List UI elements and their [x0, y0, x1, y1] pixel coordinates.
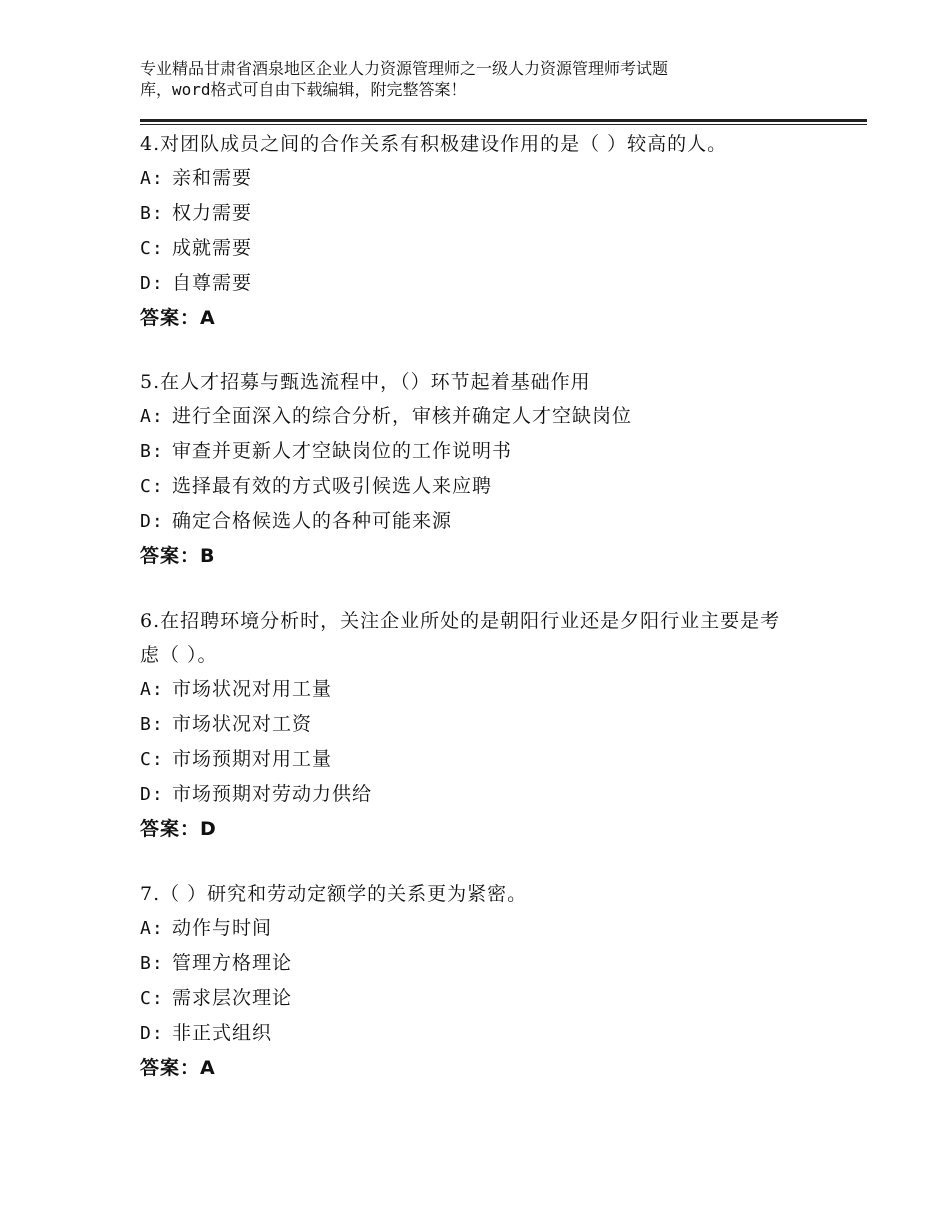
option-letter: C: — [140, 476, 164, 497]
option-text: 市场预期对用工量 — [172, 748, 333, 770]
option-c — [140, 469, 840, 504]
question-5 — [140, 365, 840, 573]
option-letter: A: — [140, 406, 164, 427]
header-rule-thin — [140, 124, 867, 125]
option-a — [140, 911, 840, 946]
option-d — [140, 777, 800, 812]
question-6 — [140, 604, 800, 846]
question-4 — [140, 127, 840, 335]
answer-label: 答案：D — [140, 818, 217, 840]
option-d — [140, 504, 840, 539]
answer-label: 答案：B — [140, 545, 216, 567]
option-letter: D: — [140, 1023, 164, 1044]
option-text: 动作与时间 — [172, 917, 273, 939]
option-letter: D: — [140, 273, 164, 294]
option-text: 确定合格候选人的各种可能来源 — [172, 510, 453, 532]
option-text: 成就需要 — [172, 237, 253, 259]
option-a — [140, 672, 800, 707]
option-c — [140, 981, 840, 1016]
option-letter: C: — [140, 988, 164, 1009]
header-line-1: 专业精品甘肃省酒泉地区企业人力资源管理师之一级人力资源管理师考试题 — [140, 59, 669, 78]
option-text: 自尊需要 — [172, 272, 253, 294]
option-text: 选择最有效的方式吸引候选人来应聘 — [172, 475, 493, 497]
option-b — [140, 946, 840, 981]
option-letter: B: — [140, 714, 164, 735]
header-rule-thick — [140, 119, 867, 122]
question-text: 4.对团队成员之间的合作关系有积极建设作用的是（ ）较高的人。 — [140, 133, 728, 155]
question-7 — [140, 877, 840, 1085]
option-text: 亲和需要 — [172, 167, 253, 189]
option-letter: A: — [140, 168, 164, 189]
header-line-2: 库，word格式可自由下载编辑，附完整答案！ — [140, 80, 467, 99]
option-c — [140, 231, 840, 266]
option-b — [140, 196, 840, 231]
option-letter: C: — [140, 749, 164, 770]
option-b — [140, 707, 800, 742]
question-text: 7.（ ）研究和劳动定额学的关系更为紧密。 — [140, 883, 528, 905]
option-text: 非正式组织 — [172, 1022, 273, 1044]
option-letter: D: — [140, 511, 164, 532]
option-text: 市场状况对工资 — [172, 713, 313, 735]
option-c — [140, 742, 800, 777]
answer-label: 答案：A — [140, 307, 216, 329]
option-d — [140, 266, 840, 301]
option-letter: B: — [140, 203, 164, 224]
option-text: 市场状况对用工量 — [172, 678, 333, 700]
option-d — [140, 1016, 840, 1051]
option-letter: B: — [140, 441, 164, 462]
option-b — [140, 434, 840, 469]
option-text: 管理方格理论 — [172, 952, 293, 974]
option-text: 审查并更新人才空缺岗位的工作说明书 — [172, 440, 513, 462]
option-letter: D: — [140, 784, 164, 805]
option-letter: A: — [140, 679, 164, 700]
option-text: 权力需要 — [172, 202, 253, 224]
option-text: 需求层次理论 — [172, 987, 293, 1009]
question-text: 6.在招聘环境分析时，关注企业所处的是朝阳行业还是夕阳行业主要是考虑（ ）。 — [140, 610, 781, 666]
option-a — [140, 399, 840, 434]
option-text: 市场预期对劳动力供给 — [172, 783, 373, 805]
answer-label: 答案：A — [140, 1057, 216, 1079]
question-text: 5.在人才招募与甄选流程中，（）环节起着基础作用 — [140, 371, 591, 393]
option-letter: A: — [140, 918, 164, 939]
document-header — [140, 58, 820, 100]
option-a — [140, 161, 840, 196]
option-text: 进行全面深入的综合分析，审核并确定人才空缺岗位 — [172, 405, 633, 427]
option-letter: B: — [140, 953, 164, 974]
option-letter: C: — [140, 238, 164, 259]
